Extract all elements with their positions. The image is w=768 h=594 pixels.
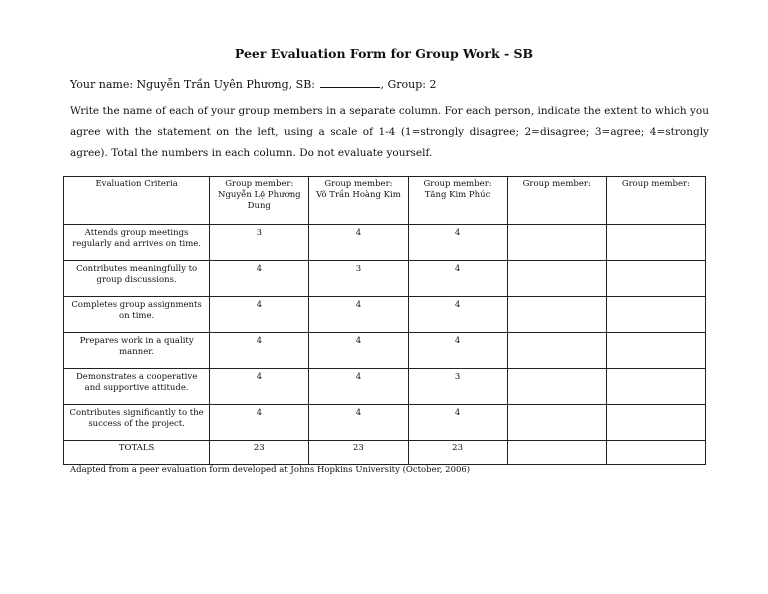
criterion-cell: Demonstrates a cooperative and supportive attitude. bbox=[64, 369, 210, 405]
member-header-4 bbox=[507, 177, 606, 225]
score-cell bbox=[606, 225, 705, 261]
score-cell: 3 bbox=[309, 261, 408, 297]
score-cell bbox=[507, 333, 606, 369]
score-cell: 4 bbox=[210, 333, 309, 369]
criterion-cell: Completes group assignments on time. bbox=[64, 297, 210, 333]
sb-blank-line bbox=[320, 77, 380, 88]
score-cell: 4 bbox=[309, 333, 408, 369]
member-label: Group member: bbox=[621, 179, 690, 189]
score-cell bbox=[606, 333, 705, 369]
score-cell: 4 bbox=[408, 333, 507, 369]
member-label: Group member: bbox=[423, 179, 492, 189]
name-text: Your name: Nguyễn Trần Uyên Phương, SB: bbox=[70, 78, 315, 91]
score-cell: 4 bbox=[309, 225, 408, 261]
criterion-cell: Attends group meetings regularly and arrives on time. bbox=[64, 225, 210, 261]
evaluation-table bbox=[63, 176, 706, 465]
member-header-3 bbox=[408, 177, 507, 225]
score-cell bbox=[507, 225, 606, 261]
total-cell: 23 bbox=[210, 441, 309, 465]
score-cell: 4 bbox=[408, 261, 507, 297]
total-cell bbox=[507, 441, 606, 465]
source-footnote: Adapted from a peer evaluation form developed at Johns Hopkins University (October, 2006) bbox=[70, 465, 471, 475]
name-line bbox=[70, 77, 437, 91]
score-cell: 4 bbox=[210, 261, 309, 297]
score-cell: 4 bbox=[309, 297, 408, 333]
member-name: Võ Trần Hoàng Kim bbox=[316, 190, 401, 200]
score-cell: 4 bbox=[210, 405, 309, 441]
score-cell bbox=[507, 261, 606, 297]
total-cell: 23 bbox=[408, 441, 507, 465]
criterion-cell: Contributes significantly to the success of the project. bbox=[64, 405, 210, 441]
member-name: Nguyễn Lệ Phương Dung bbox=[217, 190, 301, 211]
table-row bbox=[64, 333, 706, 369]
score-cell bbox=[606, 369, 705, 405]
group-text: , Group: 2 bbox=[380, 78, 437, 91]
totals-row bbox=[64, 441, 706, 465]
score-cell bbox=[507, 297, 606, 333]
member-header-1 bbox=[210, 177, 309, 225]
score-cell: 4 bbox=[408, 297, 507, 333]
member-name: Tăng Kim Phúc bbox=[424, 190, 491, 200]
score-cell: 3 bbox=[408, 369, 507, 405]
criterion-cell: Prepares work in a quality manner. bbox=[64, 333, 210, 369]
score-cell bbox=[606, 405, 705, 441]
member-label: Group member: bbox=[522, 179, 591, 189]
score-cell: 4 bbox=[309, 369, 408, 405]
member-header-2 bbox=[309, 177, 408, 225]
table-row bbox=[64, 297, 706, 333]
instructions-paragraph: Write the name of each of your group members in a separate column. For each person, indicate the extent to which you agree with the statement on the left, using a scale of 1-4 (1=strongly disagree; 2=disagree; 3=agree; 4=strongly agree). Total the numbers in each column. Do not evaluate yourself. bbox=[70, 105, 710, 159]
criterion-cell: Contributes meaningfully to group discussions. bbox=[64, 261, 210, 297]
member-label: Group member: bbox=[225, 179, 294, 189]
total-cell bbox=[606, 441, 705, 465]
score-cell bbox=[507, 369, 606, 405]
totals-label: TOTALS bbox=[64, 441, 210, 465]
member-header-5 bbox=[606, 177, 705, 225]
score-cell: 4 bbox=[210, 297, 309, 333]
score-cell: 4 bbox=[210, 369, 309, 405]
score-cell bbox=[606, 297, 705, 333]
score-cell bbox=[606, 261, 705, 297]
score-cell bbox=[507, 405, 606, 441]
total-cell: 23 bbox=[309, 441, 408, 465]
table-row bbox=[64, 369, 706, 405]
table-row bbox=[64, 405, 706, 441]
table-row bbox=[64, 261, 706, 297]
score-cell: 4 bbox=[408, 405, 507, 441]
table-row bbox=[64, 225, 706, 261]
score-cell: 3 bbox=[210, 225, 309, 261]
criteria-header: Evaluation Criteria bbox=[64, 177, 210, 225]
score-cell: 4 bbox=[309, 405, 408, 441]
table-header-row bbox=[64, 177, 706, 225]
form-title: Peer Evaluation Form for Group Work - SB bbox=[234, 46, 534, 61]
member-label: Group member: bbox=[324, 179, 393, 189]
score-cell: 4 bbox=[408, 225, 507, 261]
